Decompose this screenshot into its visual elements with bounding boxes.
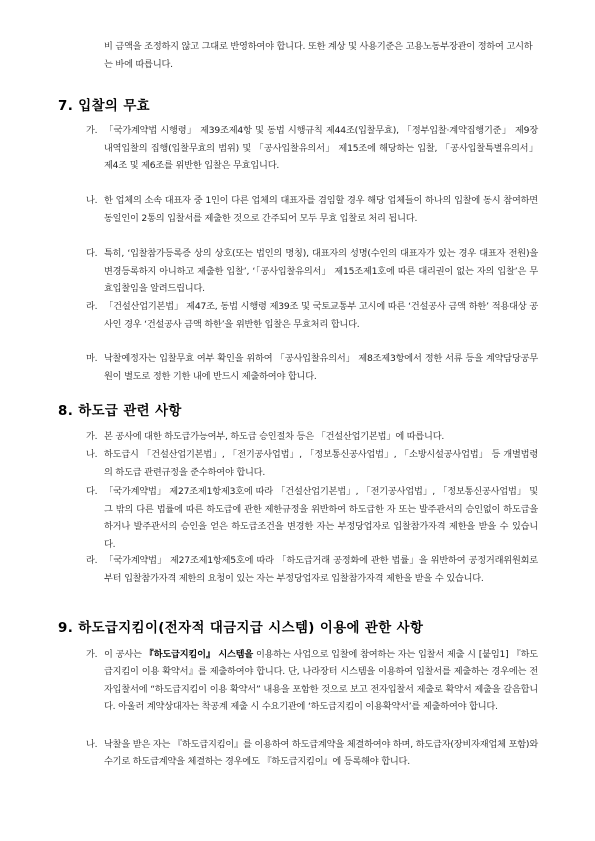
item-text: 본 공사에 대한 하도급가능여부, 하도급 승인절차 등은 「건설산업기본법」에 따릅니다. [104,431,445,442]
item-marker: 나. [86,449,98,460]
section-8-item-da [86,483,538,554]
section-8-item-na [86,446,538,481]
intro-continuation-paragraph: 비 금액을 조정하지 않고 그대로 반영하여야 합니다. 또한 계상 및 사용기준은 고용노동부장관이 정하여 고시하는 바에 따릅니다. [104,41,533,70]
item-marker: 다. [86,248,98,259]
section-8-heading: 8. 하도급 관련 사항 [58,404,182,419]
section-9-item-na [86,736,538,771]
item-text [104,646,538,715]
item-text-prefix: 이 공사는 [104,649,145,660]
section-8-item-ga [86,428,538,446]
item-marker: 가. [86,431,98,442]
item-marker: 가. [86,649,98,660]
item-text: 「국가계약법」 제27조제1항제3호에 따라 「건설산업기본법」, 「전기공사업법」, 「정보통신공사업법」 및 그 밖의 다른 법률에 따른 하도급에 관한 제한규정을 위반하여 하도급한 자 또는 발주관서의 승인없이 하도급을 하거나 발주관서의 승인을 얻은 하도급조건을 변경한 자는 부정당업자로 입찰참가자격 제한을 받을 수 있습니다. [104,486,538,551]
item-marker: 가. [86,125,98,136]
item-text: 「국가계약법 시행령」 제39조제4항 및 동법 시행규칙 제44조(입찰무효), 「정부입찰·계약집행기준」 제9장 내역입찰의 집행(입찰무효의 범위) 및 「공사입찰유의서」 제15조에 해당하는 입찰, 「공사입찰특별유의서」 제4조 및 제6조를 위반한 입찰은 무효입니다. [104,125,538,172]
section-7-item-da [86,245,538,298]
item-text-strong: 『하도급지킴이』 시스템을 [144,649,254,660]
section-9-heading: 9. 하도급지킴이(전자적 대금지급 시스템) 이용에 관한 사항 [58,621,424,636]
item-marker: 나. [86,739,98,750]
item-text: 한 업체의 소속 대표자 중 1인이 다른 업체의 대표자를 겸임할 경우 해당 업체들이 하나의 입찰에 동시 참여하면 동일인이 2통의 입찰서를 제출한 것으로 간주되어 모두 무효 입찰로 처리 됩니다. [104,195,538,224]
section-8-item-ra [86,552,538,587]
section-9-item-ga [86,646,538,715]
item-marker: 나. [86,195,98,206]
item-marker: 라. [86,555,98,566]
section-7-heading: 7. 입찰의 무효 [58,99,151,114]
item-marker: 라. [86,301,98,312]
section-7-item-ma [86,350,538,385]
item-marker: 마. [86,353,98,364]
item-text: 특히, ‘입찰참가등록증 상의 상호(또는 법인의 명칭), 대표자의 성명(수인의 대표자가 있는 경우 대표자 전원)을 변경등록하지 아니하고 제출한 입찰’, ‘「공사입찰유의서」 제15조제1호에 따른 대리권이 없는 자의 입찰’은 무효입찰임을 알려드립니다. [104,248,538,295]
item-text: 낙찰예정자는 입찰무효 여부 확인을 위하여 「공사입찰유의서」 제8조제3항에서 정한 서류 등을 계약담당공무원이 별도로 정한 기한 내에 반드시 제출하여야 합니다. [104,353,538,382]
item-text: 낙찰을 받은 자는 『하도급지킴이』를 이용하여 하도급계약을 체결하여야 하며, 하도급자(장비자재업체 포함)와 수기로 하도급계약을 체결하는 경우에도 『하도급지킴이』에 등록해야 합니다. [104,739,538,768]
item-text: 하도급시 「건설산업기본법」, 「전기공사업법」, 「정보통신공사업법」, 「소방시설공사업법」 등 개별법령의 하도급 관련규정을 준수하여야 합니다. [104,449,538,478]
section-7-item-ra [86,298,538,333]
item-text: 「국가계약법」 제27조제1항제5호에 따라 「하도급거래 공정화에 관한 법률」을 위반하여 공정거래위원회로부터 입찰참가자격 제한의 요청이 있는 자는 부정당업자로 입찰참가자격 제한을 받을 수 있습니다. [104,555,538,584]
item-marker: 다. [86,486,98,497]
section-7-item-na [86,192,538,227]
item-text: 「건설산업기본법」 제47조, 동법 시행령 제39조 및 국토교통부 고시에 따른 ‘건설공사 금액 하한’ 적용대상 공사인 경우 ‘건설공사 금액 하한’을 위반한 입찰은 무효처리 합니다. [104,301,538,330]
section-7-item-ga [86,122,538,175]
item-text-rest: 이용하는 사업으로 입찰에 참여하는 자는 입찰서 제출 시 [붙임1] 『하도급지킴이 이용 확약서』를 제출하여야 합니다. 단, 나라장터 시스템을 이용하여 입찰서를 제출하는 경우에는 전자입찰서에 “하도급지킴이 이용 확약서” 내용을 포함한 것으로 보고 전자입찰서 제출로 확약서 제출을 갈음합니다. 아울러 계약상대자는 착공계 제출 시 수요기관에 ‘하도급지킴이 이용확약서’를 제출하여야 합니다. [104,649,538,712]
